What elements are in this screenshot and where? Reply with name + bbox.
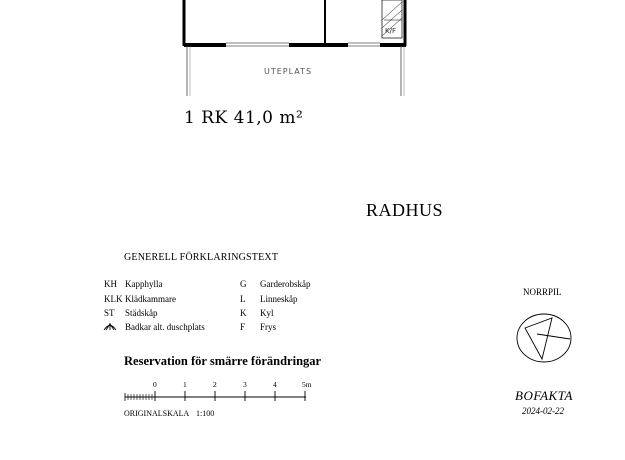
legend-code: KLK xyxy=(104,294,123,304)
legend-text: Badkar alt. duschplats xyxy=(125,322,205,332)
scale-tick: 0 xyxy=(153,380,157,389)
fridge-freezer-label: K/F xyxy=(385,27,396,35)
legend-code: F xyxy=(240,322,246,332)
legend-text: Städskåp xyxy=(125,308,158,318)
legend-text: Garderobskåp xyxy=(260,279,311,289)
reservation-note: Reservation för smärre förändringar xyxy=(124,354,322,368)
patio-label: UTEPLATS xyxy=(264,67,313,76)
scale-tick: 5m xyxy=(302,380,312,389)
legend-title: GENERELL FÖRKLARINGSTEXT xyxy=(124,252,279,263)
scale-ratio: 1:100 xyxy=(196,409,215,418)
shower-icon xyxy=(103,320,117,331)
legend-text: Frys xyxy=(260,322,277,332)
scale-tick: 1 xyxy=(183,380,187,389)
apartment-size-label: 1 RK 41,0 m² xyxy=(184,108,304,128)
legend-text: Kapphylla xyxy=(125,279,163,289)
north-arrow-label: NORRPIL xyxy=(523,287,562,297)
legend-code: G xyxy=(240,279,247,289)
scale-tick: 2 xyxy=(213,380,217,389)
legend-code: ST xyxy=(104,308,115,318)
scale-bar xyxy=(120,385,320,407)
north-arrow-icon xyxy=(515,312,573,364)
scale-tick: 4 xyxy=(273,380,277,389)
legend-code: K xyxy=(240,308,247,318)
legend-text: Linneskåp xyxy=(260,294,298,304)
scale-tick: 3 xyxy=(243,380,247,389)
legend-text: Klädkammare xyxy=(125,294,176,304)
legend-code: KH xyxy=(104,279,117,289)
legend-text: Kyl xyxy=(260,308,274,318)
scale-label: ORIGINALSKALA xyxy=(124,409,190,418)
brand-date: 2024-02-22 xyxy=(522,406,564,416)
legend-code: L xyxy=(240,294,246,304)
building-type-label: RADHUS xyxy=(366,200,444,220)
brand-name: BOFAKTA xyxy=(515,388,573,403)
